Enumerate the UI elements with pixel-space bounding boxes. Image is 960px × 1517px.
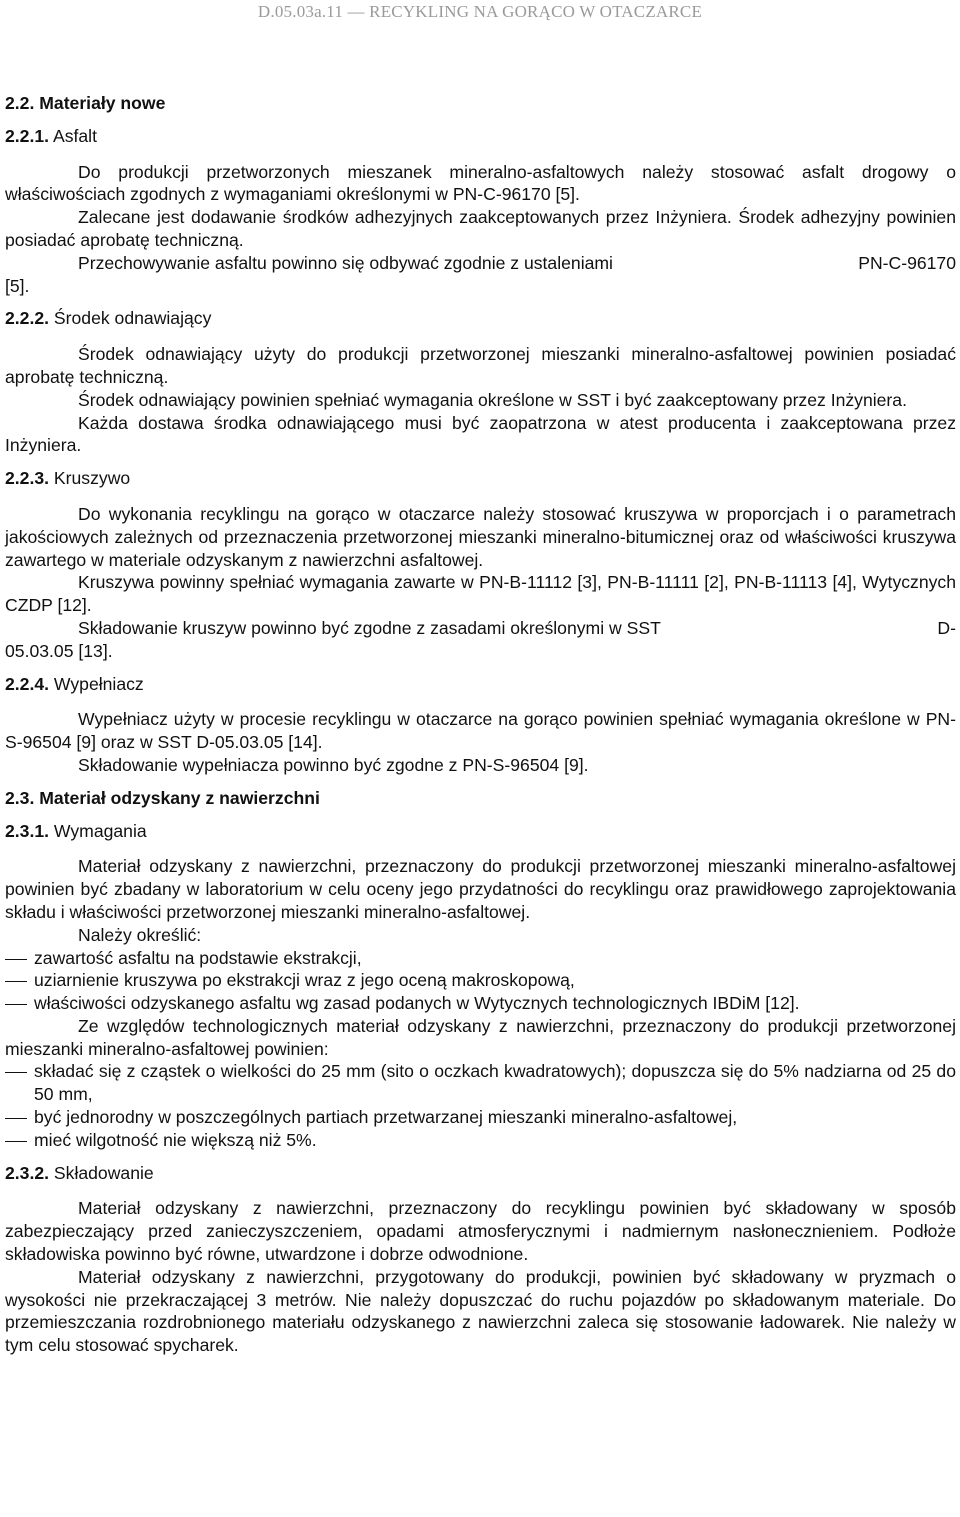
list-item: zawartość asfaltu na podstawie ekstrakcji, bbox=[5, 947, 956, 970]
paragraph: Zalecane jest dodawanie środków adhezyjnych zaakceptowanych przez Inżyniera. Środek adhezyjny powinien posiadać aprobatę techniczną. bbox=[5, 207, 956, 250]
paragraph: Do wykonania recyklingu na gorąco w otaczarce należy stosować kruszywa w proporcjach i o parametrach jakościowych zależnych od przeznaczenia przetworzonej mieszanki mineralno-bitumicznej oraz od właściwości kruszywa zawartego w materiale odzyskanym z nawierzchni asfaltowej. bbox=[5, 503, 956, 570]
section-heading-2-2-1 bbox=[5, 125, 956, 148]
paragraph-text: Przechowywanie asfaltu powinno się odbywać zgodnie z ustaleniami bbox=[78, 252, 613, 273]
standard-reference: PN-C-96170 bbox=[858, 252, 956, 273]
paragraph: Materiał odzyskany z nawierzchni, przeznaczony do produkcji przetworzonej mieszanki mineralno-asfaltowej powinien być zbadany w laboratorium w celu oceny jego przydatności do recyklingu oraz prawidłowego zaprojektowania składu i właściwości przetworzonej mieszanki mineralno-asfaltowej. bbox=[5, 856, 956, 922]
paragraph: Kruszywa powinny spełniać wymagania zawarte w PN-B-11112 [3], PN-B-11111 [2], PN-B-11113 [4], Wytycznych CZDP [12]. bbox=[5, 572, 956, 616]
paragraph: Środek odnawiający użyty do produkcji przetworzonej mieszanki mineralno-asfaltowej powinien posiadać aprobatę techniczną. bbox=[5, 344, 956, 387]
paragraph-continuation: 05.03.05 [13]. bbox=[5, 640, 113, 661]
paragraph: Materiał odzyskany z nawierzchni, przygotowany do produkcji, powinien być składowany w pryzmach o wysokości nie przekraczającej 3 metrów. Nie należy dopuszczać do ruchu pojazdów po składowanym materiale. Do przemieszczania rozdrobnionego materiału odzyskanego z nawierzchni zaleca się stosowanie ładowarek. Nie należy w tym celu stosować spycharek. bbox=[5, 1266, 956, 1356]
section-number: 2.3.2. bbox=[5, 1162, 50, 1183]
running-header: D.05.03a.11 — RECYKLING NA GORĄCO W OTACZARCE bbox=[257, 2, 703, 21]
section-number: 2.2.3. bbox=[5, 468, 50, 489]
section-title: Środek odnawiający bbox=[53, 308, 212, 329]
section-number: 2.2. bbox=[5, 93, 35, 113]
section-title: Materiał odzyskany z nawierzchni bbox=[39, 787, 320, 808]
section-heading-2-2 bbox=[5, 92, 956, 115]
paragraph-standard-line bbox=[5, 617, 956, 640]
section-number: 2.2.2. bbox=[5, 308, 50, 329]
paragraph: Ze względów technologicznych materiał odzyskany z nawierzchni, przeznaczony do produkcji przetworzonej mieszanki mineralno-asfaltowej powinien: bbox=[5, 1015, 956, 1059]
section-heading-2-3-1 bbox=[5, 820, 956, 843]
paragraph: Środek odnawiający powinien spełniać wymagania określone w SST i być zaakceptowany przez Inżyniera. bbox=[78, 389, 907, 410]
list-item: składać się z cząstek o wielkości do 25 mm (sito o oczkach kwadratowych); dopuszcza się do 5% nadziarna od 25 do 50 mm, bbox=[5, 1060, 956, 1106]
section-number: 2.3.1. bbox=[5, 820, 50, 841]
section-heading-2-2-4 bbox=[5, 673, 956, 696]
standard-reference: D- bbox=[937, 617, 956, 638]
list-item: być jednorodny w poszczególnych partiach przetwarzanej mieszanki mineralno-asfaltowej, bbox=[5, 1106, 956, 1129]
section-number: 2.2.1. bbox=[5, 125, 50, 146]
section-number: 2.2.4. bbox=[5, 673, 50, 694]
paragraph: Należy określić: bbox=[78, 924, 202, 945]
section-title: Kruszywo bbox=[53, 468, 131, 489]
paragraph: Materiał odzyskany z nawierzchni, przeznaczony do recyklingu powinien być składowany w sposób zabezpieczający przed zanieczyszczeniem, opadami atmosferycznymi i nadmiernym nasłonecznieniem. Podłoże składowiska powinno być równe, utwardzone i dobrze odwodnione. bbox=[5, 1198, 956, 1265]
paragraph: Każda dostawa środka odnawiającego musi być zaopatrzona w atest producenta i zaakceptowana przez Inżyniera. bbox=[5, 412, 956, 456]
paragraph: Wypełniacz użyty w procesie recyklingu w otaczarce na gorąco powinien spełniać wymagania określone w PN-S-96504 [9] oraz w SST D-05.03.05 [14]. bbox=[5, 709, 956, 753]
paragraph: Do produkcji przetworzonych mieszanek mineralno-asfaltowych należy stosować asfalt drogowy o właściwościach zgodnych z wymaganiami określonymi w PN-C-96170 [5]. bbox=[5, 161, 956, 205]
section-heading-2-3-2 bbox=[5, 1162, 956, 1185]
list-item: uziarnienie kruszywa po ekstrakcji wraz z jego oceną makroskopową, bbox=[5, 969, 956, 992]
list-item: właściwości odzyskanego asfaltu wg zasad podanych w Wytycznych technologicznych IBDiM [12]. bbox=[5, 992, 956, 1015]
section-title: Wymagania bbox=[53, 820, 147, 841]
section-heading-2-3 bbox=[5, 787, 956, 810]
paragraph: Składowanie wypełniacza powinno być zgodne z PN-S-96504 [9]. bbox=[78, 754, 589, 775]
section-title: Składowanie bbox=[53, 1162, 154, 1183]
section-heading-2-2-3 bbox=[5, 467, 956, 490]
document-body bbox=[5, 92, 956, 1357]
dash-list bbox=[5, 1060, 956, 1151]
section-number: 2.3. bbox=[5, 787, 35, 808]
paragraph-continuation: [5]. bbox=[5, 275, 30, 296]
section-title: Wypełniacz bbox=[53, 673, 144, 694]
section-title: Asfalt bbox=[52, 125, 97, 146]
list-item: mieć wilgotność nie większą niż 5%. bbox=[5, 1129, 956, 1152]
paragraph-text: Składowanie kruszyw powinno być zgodne z zasadami określonymi w SST bbox=[78, 617, 661, 638]
section-heading-2-2-2 bbox=[5, 307, 956, 330]
paragraph-standard-line bbox=[5, 252, 956, 275]
section-title: Materiały nowe bbox=[39, 93, 166, 113]
dash-list bbox=[5, 947, 956, 1015]
